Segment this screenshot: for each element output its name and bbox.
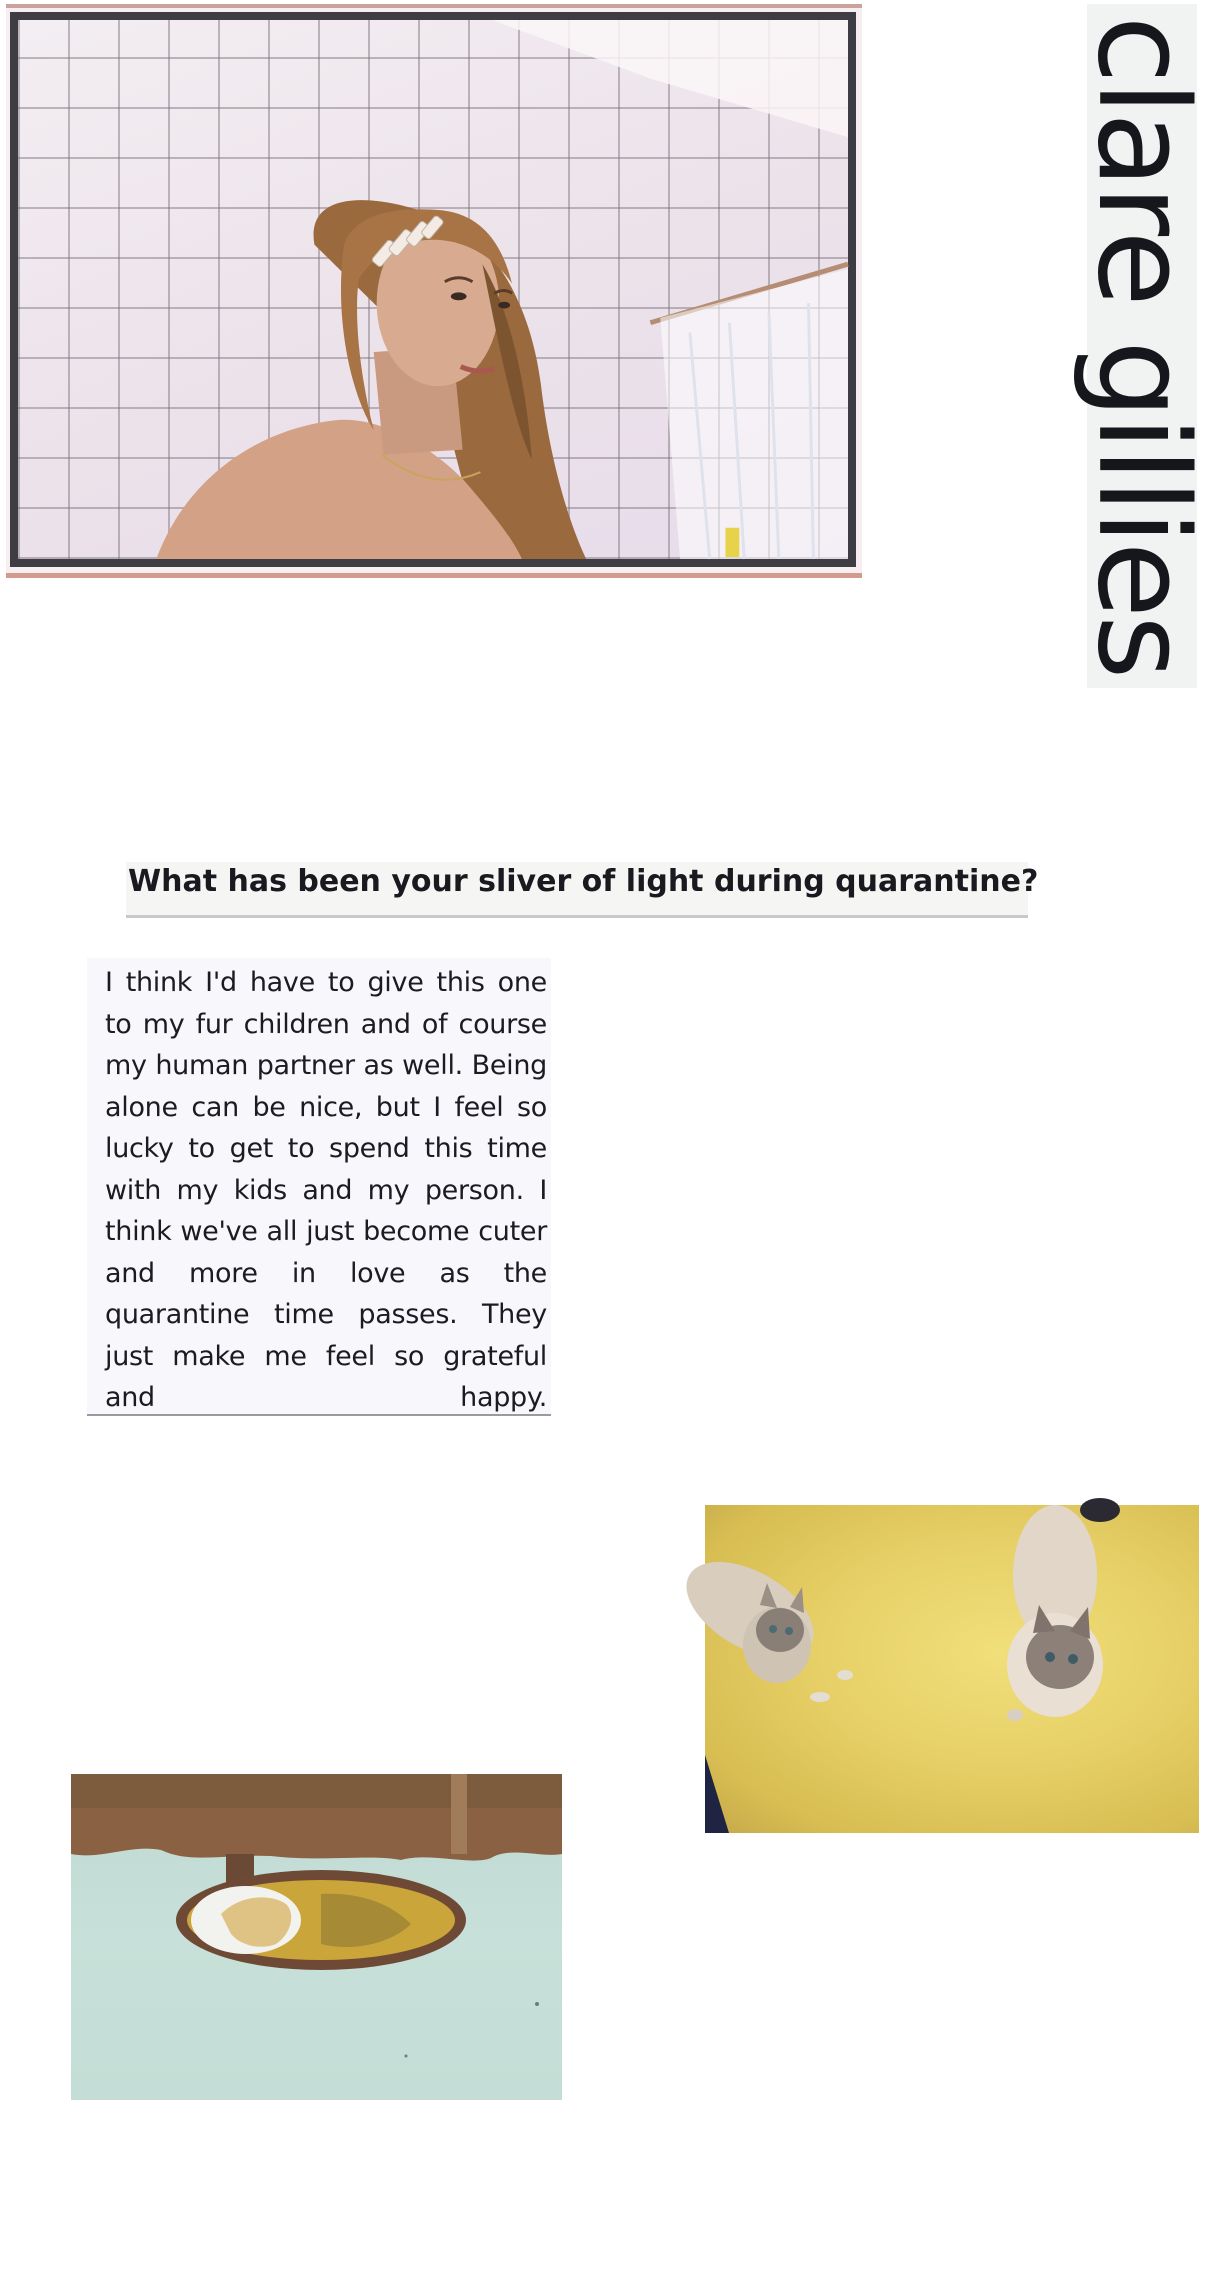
- mirror-illustration: [71, 1774, 562, 2100]
- interview-question-block: [126, 862, 1039, 918]
- portrait-photo: [6, 4, 862, 578]
- interview-answer: I think I'd have to give this one to my fur children and of course my human partner as well. Being alone can be nice, but I feel so lucky to get to spend this time with my kids and my person. I think we've all just become cuter and more in love as the quarantine time passes. They just make me feel so grateful and happy.: [105, 967, 547, 1413]
- cats-photo: [705, 1505, 1199, 1833]
- cat-right: [1007, 1498, 1120, 1721]
- artist-name-tag: [1070, 4, 1214, 688]
- cat-left: [670, 1542, 853, 1702]
- mirror-photo: [71, 1774, 562, 2100]
- artist-name: clare gillies: [1070, 15, 1214, 677]
- cats-illustration: [705, 1505, 1199, 1833]
- interview-answer-block: [87, 958, 551, 1416]
- portrait-photo-frame: [10, 12, 856, 567]
- portrait-illustration: [18, 20, 848, 559]
- interview-question: What has been your sliver of light during quarantine?: [128, 864, 1039, 899]
